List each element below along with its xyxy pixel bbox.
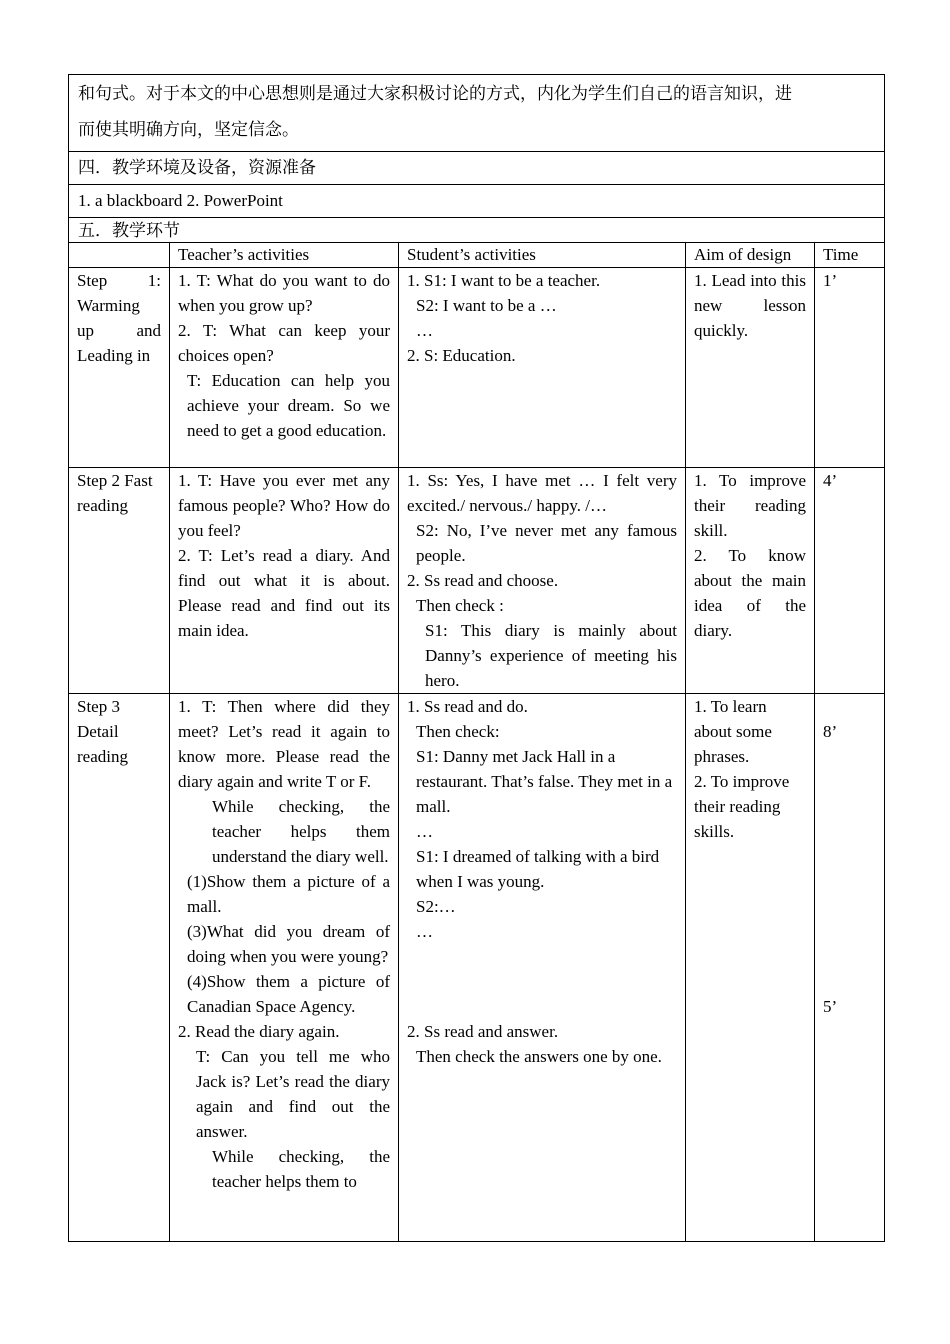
intro-row [69, 75, 885, 152]
intro-cell [69, 75, 885, 152]
teacher-activities-cell [170, 268, 399, 468]
student-line: Then check : [416, 596, 504, 615]
teacher-line: T: Can you tell me who Jack is? Let’s read the diary again and find out the answer. [196, 1047, 390, 1141]
time-value: 4’ [823, 471, 838, 490]
time-cell [815, 268, 885, 468]
teacher-line: 2. T: Let’s read a diary. And find out what it is about. Please read and find out its main idea. [178, 546, 390, 640]
lesson-plan-page [68, 74, 884, 1242]
table-row [69, 694, 885, 1242]
teacher-line: While checking, the teacher helps them to [212, 1147, 390, 1191]
student-line: Then check the answers one by one. [416, 1047, 662, 1066]
aim-cell [686, 468, 815, 694]
student-spacer [407, 944, 677, 969]
intro-line-1: 和句式。对于本文的中心思想则是通过大家积极讨论的方式，内化为学生们自己的语言知识，进 [78, 84, 792, 103]
teacher-line: (3)What did you dream of doing when you were young? [187, 922, 390, 966]
student-line: S2:… [416, 897, 456, 916]
header-aim: Aim of design [686, 243, 815, 268]
header-blank [69, 243, 170, 268]
intro-line-2: 而使其明确方向，坚定信念。 [78, 120, 299, 139]
student-line: … [416, 822, 433, 841]
teacher-line: 1. T: What do you want to do when you grow up? [178, 271, 390, 315]
teacher-line: 1. T: Have you ever met any famous people? Who? How do you feel? [178, 471, 390, 540]
section-4-content: 1. a blackboard 2. PowerPoint [69, 185, 885, 218]
student-activities-cell [399, 468, 686, 694]
section-5-title-row [69, 218, 885, 243]
teacher-line: 2. Read the diary again. [178, 1022, 340, 1041]
section-4-title-row [69, 152, 885, 185]
teacher-activities-cell [170, 468, 399, 694]
student-activities-cell [399, 268, 686, 468]
teacher-line: (4)Show them a picture of Canadian Space Agency. [187, 972, 390, 1016]
lesson-plan-table [68, 74, 885, 1242]
student-line: 1. S1: I want to be a teacher. [407, 271, 601, 290]
section-4-content-row [69, 185, 885, 218]
step-cell: Step 1: Warming up and Leading in [69, 268, 170, 468]
table-row [69, 468, 885, 694]
student-line: S2: I want to be a … [416, 296, 557, 315]
time-cell [815, 694, 885, 1242]
aim-line: 2. To know about the main idea of the diary. [694, 546, 806, 640]
table-header-row [69, 243, 885, 268]
aim-line: 2. To improve their reading skills. [694, 772, 790, 841]
aim-line: 1. Lead into this new lesson quickly. [694, 271, 806, 340]
time-cell [815, 468, 885, 694]
aim-line: 1. To learn about some phrases. [694, 697, 772, 766]
student-line: … [416, 321, 433, 340]
time-value: 1’ [823, 271, 838, 290]
student-line: … [416, 922, 433, 941]
student-line: S1: I dreamed of talking with a bird when I was young. [416, 847, 660, 891]
header-student: Student’s activities [399, 243, 686, 268]
step-cell: Step 2 Fast reading [69, 468, 170, 694]
time-value: 8’ [823, 722, 838, 741]
aim-line: 1. To improve their reading skill. [694, 471, 806, 540]
time-value: 5’ [823, 997, 838, 1016]
section-4-title: 四．教学环境及设备，资源准备 [69, 152, 885, 185]
table-row [69, 268, 885, 468]
teacher-line: While checking, the teacher helps them understand the diary well. [212, 797, 390, 866]
teacher-line: 2. T: What can keep your choices open? [178, 321, 390, 365]
student-line: 2. S: Education. [407, 346, 516, 365]
header-time: Time [815, 243, 885, 268]
step-cell: Step 3 Detail reading [69, 694, 170, 1242]
section-5-title: 五．教学环节 [69, 218, 885, 243]
student-line: 2. Ss read and choose. [407, 571, 559, 590]
student-line: S1: This diary is mainly about Danny’s experience of meeting his hero. [425, 621, 677, 690]
teacher-line: (1)Show them a picture of a mall. [187, 872, 390, 916]
student-line: Then check: [416, 722, 500, 741]
header-teacher: Teacher’s activities [170, 243, 399, 268]
student-line: S2: No, I’ve never met any famous people. [416, 521, 677, 565]
student-line: S1: Danny met Jack Hall in a restaurant. That’s false. They met in a mall. [416, 747, 673, 816]
aim-cell [686, 694, 815, 1242]
aim-cell [686, 268, 815, 468]
student-spacer [407, 994, 677, 1019]
student-line: 1. Ss read and do. [407, 697, 528, 716]
student-spacer [407, 969, 677, 994]
teacher-activities-cell [170, 694, 399, 1242]
teacher-line: 1. T: Then where did they meet? Let’s read it again to know more. Please read the diary again and write T or F. [178, 697, 390, 791]
student-activities-cell [399, 694, 686, 1242]
teacher-line: T: Education can help you achieve your dream. So we need to get a good education. [187, 371, 390, 440]
student-line: 1. Ss: Yes, I have met … I felt very excited./ nervous./ happy. /… [407, 471, 677, 515]
student-line: 2. Ss read and answer. [407, 1022, 559, 1041]
